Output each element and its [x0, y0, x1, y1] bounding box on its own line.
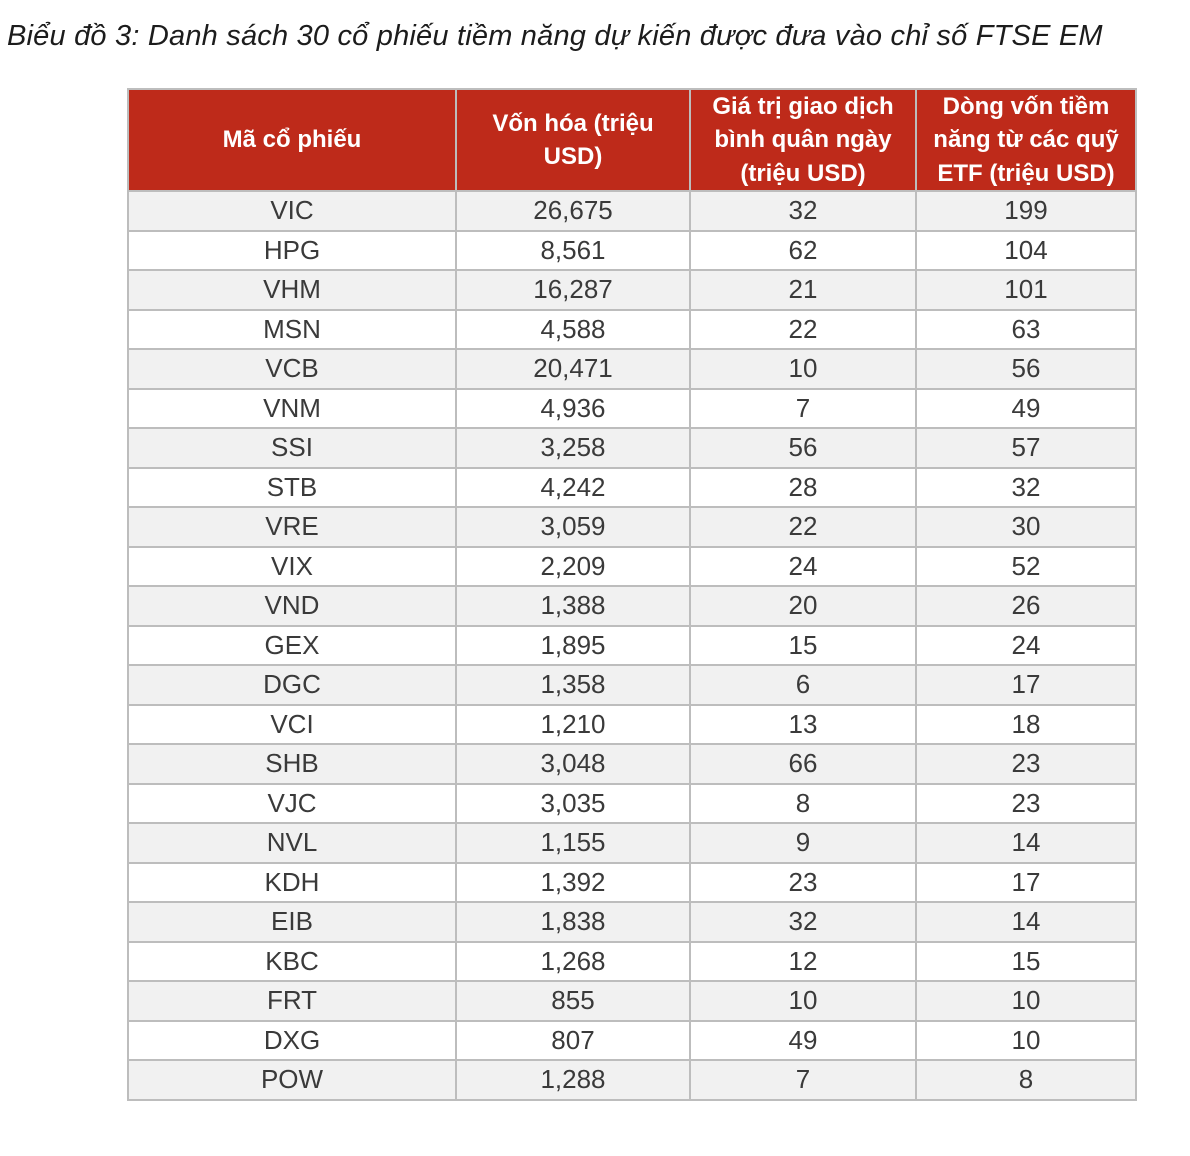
ticker-cell: MSN	[128, 310, 456, 350]
value-cell: 66	[690, 744, 916, 784]
value-cell: 8	[690, 784, 916, 824]
table-row	[128, 507, 1136, 547]
value-cell: 49	[916, 389, 1136, 429]
value-cell: 13	[690, 705, 916, 745]
value-cell: 15	[690, 626, 916, 666]
value-cell: 7	[690, 389, 916, 429]
table-row	[128, 468, 1136, 508]
table-row	[128, 191, 1136, 231]
value-cell: 16,287	[456, 270, 690, 310]
value-cell: 4,588	[456, 310, 690, 350]
value-cell: 32	[916, 468, 1136, 508]
table-body	[128, 191, 1136, 1100]
ticker-cell: VIX	[128, 547, 456, 587]
ticker-cell: VCB	[128, 349, 456, 389]
value-cell: 28	[690, 468, 916, 508]
value-cell: 30	[916, 507, 1136, 547]
header-cell-col3: Giá trị giao dịch bình quân ngày (triệu USD)	[690, 89, 916, 191]
value-cell: 57	[916, 428, 1136, 468]
value-cell: 2,209	[456, 547, 690, 587]
ticker-cell: NVL	[128, 823, 456, 863]
value-cell: 26,675	[456, 191, 690, 231]
value-cell: 20	[690, 586, 916, 626]
chart-title: Biểu đồ 3: Danh sách 30 cổ phiếu tiềm năng dự kiến được đưa vào chỉ số FTSE EM	[7, 20, 1103, 52]
table-row	[128, 626, 1136, 666]
value-cell: 8	[916, 1060, 1136, 1100]
value-cell: 1,288	[456, 1060, 690, 1100]
value-cell: 32	[690, 902, 916, 942]
value-cell: 8,561	[456, 231, 690, 271]
value-cell: 62	[690, 231, 916, 271]
value-cell: 9	[690, 823, 916, 863]
ticker-cell: KBC	[128, 942, 456, 982]
value-cell: 855	[456, 981, 690, 1021]
header-cell-col2: Vốn hóa (triệu USD)	[456, 89, 690, 191]
ticker-cell: STB	[128, 468, 456, 508]
table-row	[128, 428, 1136, 468]
value-cell: 56	[690, 428, 916, 468]
value-cell: 23	[690, 863, 916, 903]
value-cell: 24	[916, 626, 1136, 666]
value-cell: 22	[690, 310, 916, 350]
value-cell: 104	[916, 231, 1136, 271]
value-cell: 12	[690, 942, 916, 982]
table-row	[128, 823, 1136, 863]
table-row	[128, 863, 1136, 903]
ticker-cell: VCI	[128, 705, 456, 745]
table-header-row	[128, 89, 1136, 191]
ticker-cell: KDH	[128, 863, 456, 903]
table-row	[128, 349, 1136, 389]
value-cell: 15	[916, 942, 1136, 982]
value-cell: 23	[916, 744, 1136, 784]
ticker-cell: VNM	[128, 389, 456, 429]
table-row	[128, 744, 1136, 784]
ticker-cell: DGC	[128, 665, 456, 705]
table-row	[128, 389, 1136, 429]
table-header	[128, 89, 1136, 191]
value-cell: 26	[916, 586, 1136, 626]
value-cell: 3,035	[456, 784, 690, 824]
value-cell: 10	[916, 981, 1136, 1021]
ticker-cell: DXG	[128, 1021, 456, 1061]
ticker-cell: EIB	[128, 902, 456, 942]
table-row	[128, 231, 1136, 271]
value-cell: 17	[916, 665, 1136, 705]
header-cell-col1: Mã cổ phiếu	[128, 89, 456, 191]
value-cell: 1,392	[456, 863, 690, 903]
table-row	[128, 981, 1136, 1021]
value-cell: 10	[916, 1021, 1136, 1061]
value-cell: 18	[916, 705, 1136, 745]
ticker-cell: SSI	[128, 428, 456, 468]
value-cell: 101	[916, 270, 1136, 310]
value-cell: 807	[456, 1021, 690, 1061]
value-cell: 20,471	[456, 349, 690, 389]
value-cell: 4,936	[456, 389, 690, 429]
ticker-cell: GEX	[128, 626, 456, 666]
value-cell: 23	[916, 784, 1136, 824]
ticker-cell: HPG	[128, 231, 456, 271]
value-cell: 199	[916, 191, 1136, 231]
value-cell: 1,358	[456, 665, 690, 705]
value-cell: 56	[916, 349, 1136, 389]
value-cell: 1,895	[456, 626, 690, 666]
ticker-cell: VND	[128, 586, 456, 626]
value-cell: 22	[690, 507, 916, 547]
value-cell: 14	[916, 823, 1136, 863]
table-row	[128, 942, 1136, 982]
value-cell: 1,210	[456, 705, 690, 745]
table-row	[128, 547, 1136, 587]
stock-table-container	[127, 88, 1137, 1101]
value-cell: 10	[690, 349, 916, 389]
value-cell: 7	[690, 1060, 916, 1100]
table-row	[128, 902, 1136, 942]
table-row	[128, 586, 1136, 626]
value-cell: 21	[690, 270, 916, 310]
value-cell: 6	[690, 665, 916, 705]
table-row	[128, 310, 1136, 350]
value-cell: 63	[916, 310, 1136, 350]
value-cell: 3,059	[456, 507, 690, 547]
stock-table	[127, 88, 1137, 1101]
ticker-cell: SHB	[128, 744, 456, 784]
value-cell: 52	[916, 547, 1136, 587]
ticker-cell: FRT	[128, 981, 456, 1021]
ticker-cell: VHM	[128, 270, 456, 310]
ticker-cell: POW	[128, 1060, 456, 1100]
table-row	[128, 1021, 1136, 1061]
table-row	[128, 665, 1136, 705]
value-cell: 1,838	[456, 902, 690, 942]
table-row	[128, 705, 1136, 745]
table-row	[128, 270, 1136, 310]
table-row	[128, 784, 1136, 824]
value-cell: 32	[690, 191, 916, 231]
ticker-cell: VIC	[128, 191, 456, 231]
value-cell: 17	[916, 863, 1136, 903]
value-cell: 24	[690, 547, 916, 587]
header-cell-col4: Dòng vốn tiềm năng từ các quỹ ETF (triệu USD)	[916, 89, 1136, 191]
value-cell: 3,258	[456, 428, 690, 468]
value-cell: 1,268	[456, 942, 690, 982]
ticker-cell: VRE	[128, 507, 456, 547]
value-cell: 14	[916, 902, 1136, 942]
value-cell: 10	[690, 981, 916, 1021]
value-cell: 3,048	[456, 744, 690, 784]
value-cell: 4,242	[456, 468, 690, 508]
table-row	[128, 1060, 1136, 1100]
value-cell: 49	[690, 1021, 916, 1061]
value-cell: 1,155	[456, 823, 690, 863]
value-cell: 1,388	[456, 586, 690, 626]
ticker-cell: VJC	[128, 784, 456, 824]
